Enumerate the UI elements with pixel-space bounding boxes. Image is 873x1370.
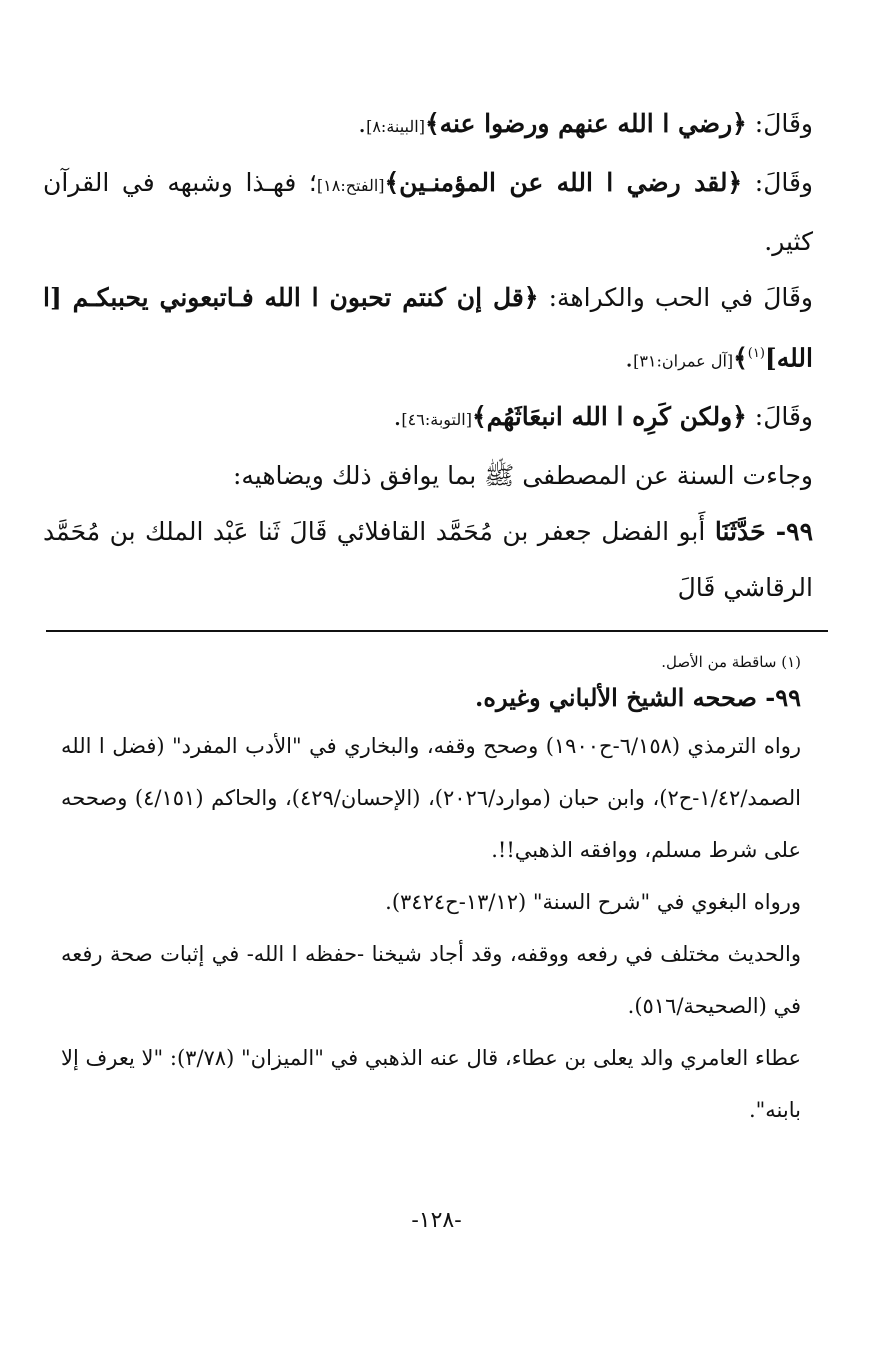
- footnote-heading: ٩٩- صححه الشيخ الألباني وغيره.: [475, 683, 801, 712]
- quran-quote: ﴿قل إن كنتم تحبون ا الله فـاتبعوني يحببكـم [ا الله]: [43, 283, 813, 373]
- sunnah-intro-paragraph: وجاءت السنة عن المصطفى ﷺ بما يوافق ذلك ويضاهيه:: [232, 461, 813, 491]
- verse-end: .: [393, 402, 402, 432]
- verse-comment: ؛ فهـذا وشبهه في القرآن كثير.: [43, 168, 813, 256]
- verse-intro: وقَالَ:: [754, 168, 813, 197]
- quran-quote-end: ﴾: [733, 343, 748, 373]
- footnote-paragraph: ورواه البغوي في "شرح السنة" (١٣/١٢-ح٣٤٢٤).: [385, 890, 801, 914]
- footnote-divider: [46, 630, 828, 632]
- verse-end: .: [358, 109, 367, 138]
- verse-intro: وقَالَ في الحب والكراهة:: [548, 283, 814, 312]
- quran-reference: [آل عمران:٣١]: [633, 351, 734, 371]
- verse-end: .: [625, 343, 634, 373]
- verse-intro: وقَالَ:: [754, 109, 813, 138]
- footnotes: [61, 648, 801, 1136]
- verse-paragraph-4: [43, 389, 813, 448]
- hadith-number: ٩٩- حَدَّثَنَا: [714, 517, 813, 547]
- footnote-paragraph: رواه الترمذي (٦/١٥٨-ح١٩٠٠) وصحح وقفه، والبخاري في "الأدب المفرد" (فضل ا الله الصمد/١/٤٢-ح٢)، وابن حبان (موارد/٢٠٢٦)، (الإحسان/٤٢٩)، والحاكم (٤/١٥١) وصححه على شرط مسلم، ووافقه الذهبي!!.: [61, 734, 801, 862]
- quran-quote: ﴿ولكن كَرِه ا الله انبعَاثَهُم﴾: [471, 402, 747, 432]
- verse-paragraph-1: [43, 96, 813, 155]
- verse-paragraph-3: [43, 270, 813, 389]
- verse-intro: وقَالَ:: [754, 402, 813, 432]
- quran-quote: ﴿لقد رضي ا الله عن المؤمنـين﴾: [384, 168, 743, 197]
- footnote-paragraph: والحديث مختلف في رفعه ووقفه، وقد أجاد شيخنا -حفظه ا الله- في إثبات صحة رفعه في (الصحيحة/٥١٦).: [61, 942, 801, 1018]
- footnote-1: (١) ساقطة من الأصل.: [661, 653, 801, 671]
- verse-paragraph-2: [43, 155, 813, 270]
- footnote-paragraph: عطاء العامري والد يعلى بن عطاء، قال عنه الذهبي في "الميزان" (٣/٧٨): "لا يعرف إلا بابنه".: [61, 1046, 801, 1122]
- quran-quote: ﴿رضي ا الله عنهم ورضوا عنه﴾: [424, 109, 747, 138]
- quran-reference: [البينة:٨]: [366, 117, 425, 136]
- hadith-isnad: أَبو الفضل جعفر بن مُحَمَّد القافلائي قَالَ ثَنا عَبْد الملك بن مُحَمَّد الرقاشي قَالَ: [43, 517, 813, 603]
- page-number: -١٢٨-: [411, 1208, 462, 1233]
- quran-reference: [التوبة:٤٦]: [401, 410, 472, 430]
- quran-reference: [الفتح:١٨]: [316, 176, 385, 195]
- footnote-marker: (١): [747, 346, 765, 361]
- main-text: [43, 96, 813, 616]
- hadith-paragraph: [43, 504, 813, 616]
